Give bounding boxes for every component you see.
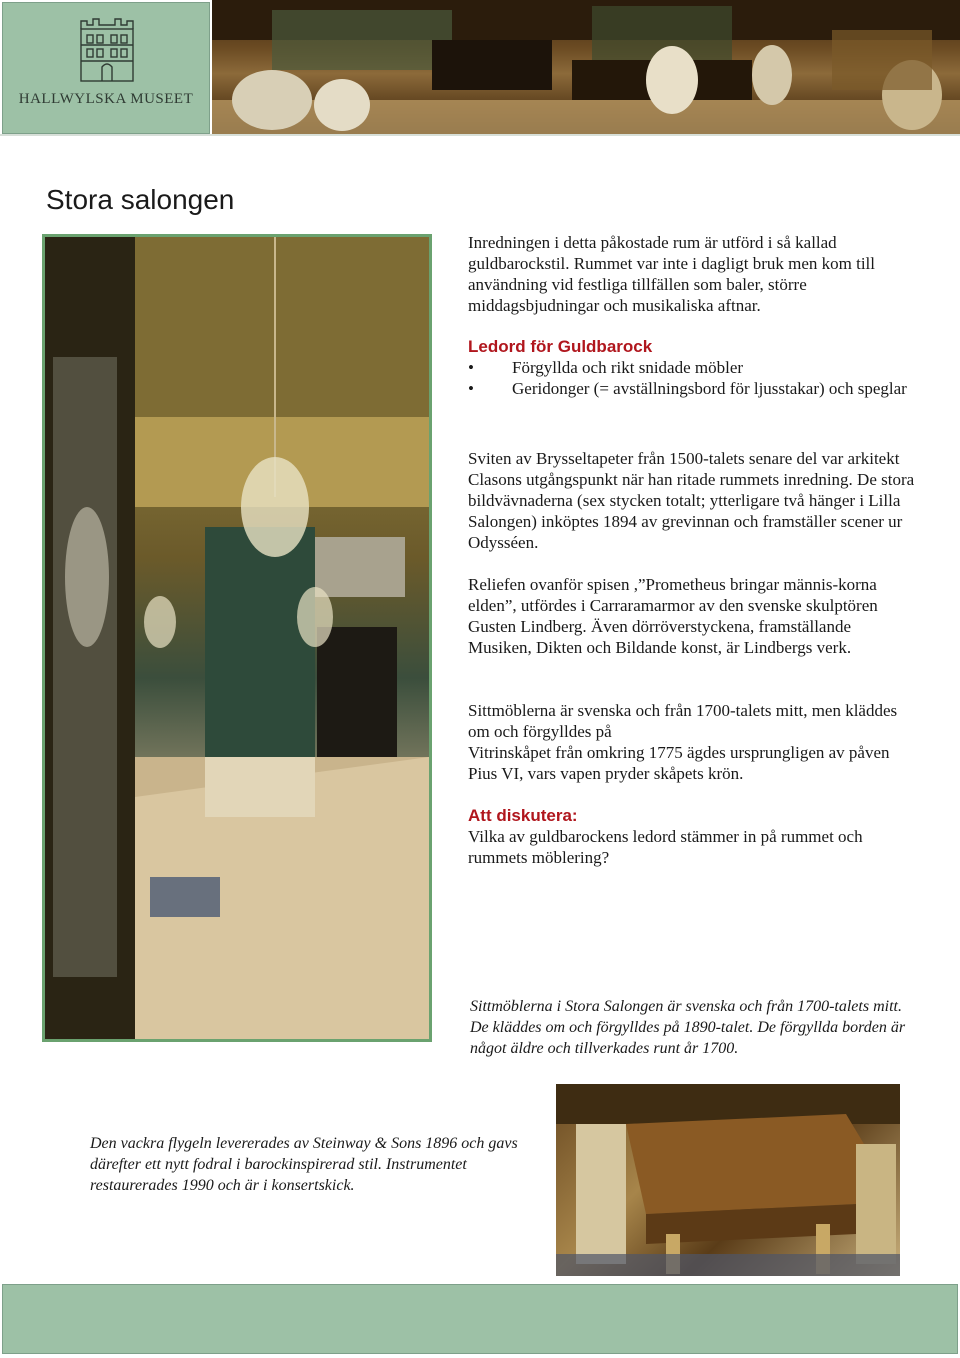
- bullet-symbol: •: [468, 379, 474, 398]
- grand-piano-photo: [556, 1084, 900, 1276]
- museum-building-icon: [75, 15, 139, 83]
- relief-paragraph: Reliefen ovanför spisen ,”Prometheus bringar männis-korna elden”, utfördes i Carraramarmor av den svenske skulptören Gusten Lindberg. Även dörröverstyckena, framställande Musiken, Dikten och Bildande konst, är Lindbergs verk.: [468, 575, 878, 657]
- furniture-paragraph: Sittmöblerna är svenska och från 1700-talets mitt, men kläddes om och förgylldes på: [468, 701, 898, 741]
- intro-block: [468, 232, 918, 316]
- footer-band: [2, 1284, 958, 1354]
- salon-interior-photo: [212, 0, 960, 134]
- stora-salongen-photo: [42, 234, 432, 1042]
- keyword-text: Förgyllda och rikt snidade möbler: [512, 358, 744, 377]
- intro-paragraph: Inredningen i detta påkostade rum är utförd i så kallad guldbarockstil. Rummet var inte i dagligt bruk men kom till användning vid festliga tillfällen som baler, större middagsbjudningar och musikaliska aftnar.: [468, 233, 875, 315]
- furniture-block: [468, 700, 918, 784]
- keyword-item: [468, 378, 918, 399]
- keyword-text: Geridonger (= avställningsbord för ljusstakar) och speglar: [512, 379, 907, 398]
- header-logo-panel: [2, 2, 210, 134]
- header-divider: [0, 134, 960, 136]
- piano-caption: Den vackra flygeln levererades av Steinway & Sons 1896 och gavs därefter ett nytt fodral i barockinspirerad stil. Instrumentet restaurerades 1990 och är i konsertskick.: [90, 1135, 518, 1194]
- page-title: Stora salongen: [46, 184, 235, 215]
- discuss-text: Vilka av guldbarockens ledord stämmer in på rummet och rummets möblering?: [468, 827, 863, 867]
- tapestries-paragraph: Sviten av Brysseltapeter från 1500-talets senare del var arkitekt Clasons utgångspunkt när han ritade rummets inredning. De stora bildvävnaderna (sex stycken totalt; ytterligare två hänger i Lilla Salongen) inköptes 1894 av grevinnan och framställer scener ur Odysséen.: [468, 449, 915, 552]
- keyword-item: [468, 357, 918, 378]
- museum-name: HALLWYLSKA MUSEET: [18, 91, 194, 107]
- discuss-heading: Att diskutera:: [468, 806, 578, 825]
- keywords-heading: Ledord för Guldbarock: [468, 337, 653, 356]
- cabinet-paragraph: Vitrinskåpet från omkring 1775 ägdes ursprungligen av påven Pius VI, vars vapen pryder skåpets krön.: [468, 743, 890, 783]
- tapestries-block: [468, 448, 918, 553]
- chairs-caption: Sittmöblerna i Stora Salongen är svenska och från 1700-talets mitt. De kläddes om och förgylldes på 1890-talet. De förgyllda borden är något äldre och tillverkades runt år 1700.: [470, 998, 906, 1057]
- relief-block: [468, 574, 918, 658]
- keywords-block: [468, 336, 918, 399]
- bullet-symbol: •: [468, 358, 474, 377]
- discuss-block: [468, 805, 918, 868]
